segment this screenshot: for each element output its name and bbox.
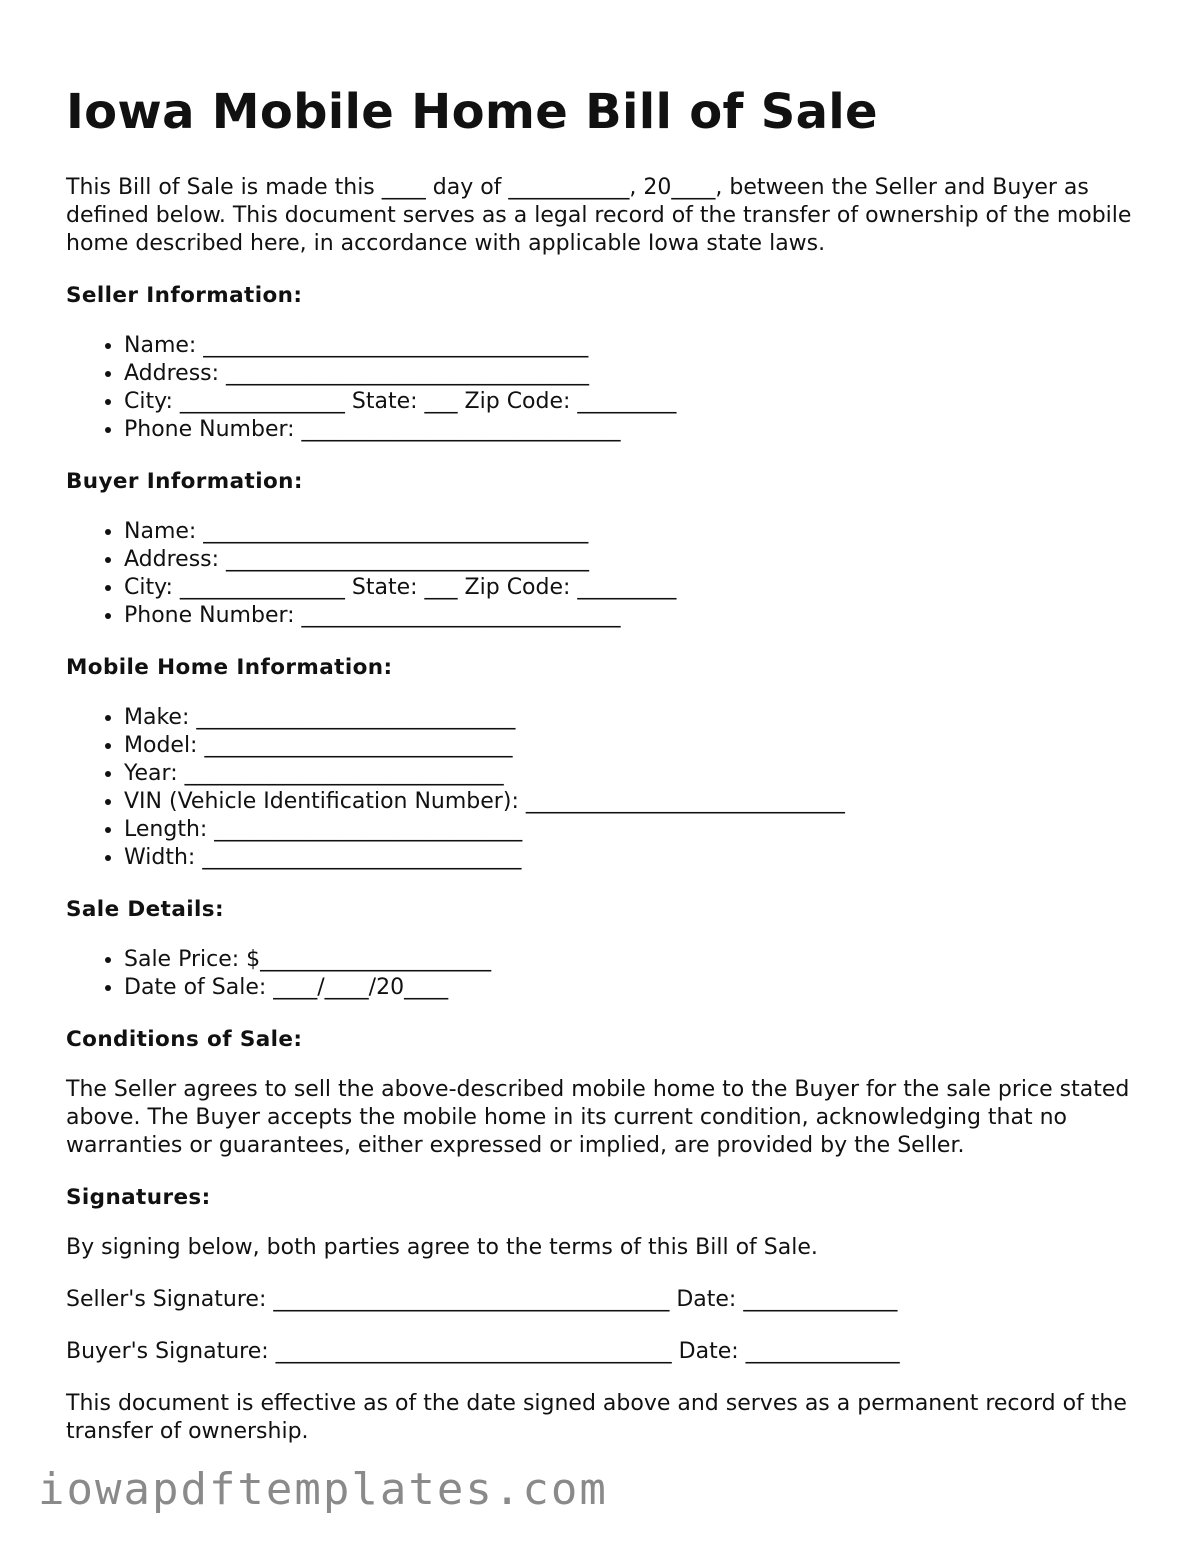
buyer-city-state-zip-field: • City: _______________ State: ___ Zip Code: _________	[124, 574, 1136, 602]
date-of-sale-field: • Date of Sale: ____/____/20____	[124, 974, 1136, 1002]
sale-details-heading: Sale Details:	[66, 897, 224, 922]
conditions-paragraph: The Seller agrees to sell the above-described mobile home to the Buyer for the sale price stated above. The Buyer accepts the mobile home in its current condition, acknowledging that no warranties or guarantees, either expressed or implied, are provided by the Seller.	[66, 1077, 1130, 1158]
document-page	[66, 80, 1136, 1446]
buyer-fields-list	[66, 518, 1136, 630]
seller-address-field: • Address: _________________________________	[124, 360, 1136, 388]
document-title: Iowa Mobile Home Bill of Sale	[66, 84, 878, 140]
mobile-home-fields-list	[66, 704, 1136, 872]
year-field: • Year: _____________________________	[124, 760, 1136, 788]
conditions-heading: Conditions of Sale:	[66, 1027, 303, 1052]
vin-field: • VIN (Vehicle Identification Number): _____________________________	[124, 788, 1136, 816]
buyer-signature-line: Buyer's Signature: ____________________________________ Date: ______________	[66, 1339, 900, 1364]
buyer-phone-field: • Phone Number: _____________________________	[124, 602, 1136, 630]
mobile-home-heading: Mobile Home Information:	[66, 655, 393, 680]
sale-price-field: • Sale Price: $_____________________	[124, 946, 1136, 974]
intro-paragraph: This Bill of Sale is made this ____ day of ___________, 20____, between the Seller and Buyer as defined below. This document serves as a legal record of the transfer of ownership of the mobile home described here, in accordance with applicable Iowa state laws.	[66, 175, 1132, 256]
buyer-heading: Buyer Information:	[66, 469, 303, 494]
seller-fields-list	[66, 332, 1136, 444]
sale-details-list	[66, 946, 1136, 1002]
site-watermark: iowapdftemplates.com	[38, 1464, 608, 1515]
signatures-paragraph: By signing below, both parties agree to the terms of this Bill of Sale.	[66, 1235, 818, 1260]
seller-city-state-zip-field: • City: _______________ State: ___ Zip Code: _________	[124, 388, 1136, 416]
buyer-address-field: • Address: _________________________________	[124, 546, 1136, 574]
buyer-name-field: • Name: ___________________________________	[124, 518, 1136, 546]
signatures-heading: Signatures:	[66, 1185, 211, 1210]
length-field: • Length: ____________________________	[124, 816, 1136, 844]
seller-heading: Seller Information:	[66, 283, 303, 308]
width-field: • Width: _____________________________	[124, 844, 1136, 872]
model-field: • Model: ____________________________	[124, 732, 1136, 760]
closing-paragraph: This document is effective as of the date signed above and serves as a permanent record of the transfer of ownership.	[66, 1391, 1127, 1444]
seller-signature-line: Seller's Signature: ____________________________________ Date: ______________	[66, 1287, 898, 1312]
seller-phone-field: • Phone Number: _____________________________	[124, 416, 1136, 444]
make-field: • Make: _____________________________	[124, 704, 1136, 732]
seller-name-field: • Name: ___________________________________	[124, 332, 1136, 360]
